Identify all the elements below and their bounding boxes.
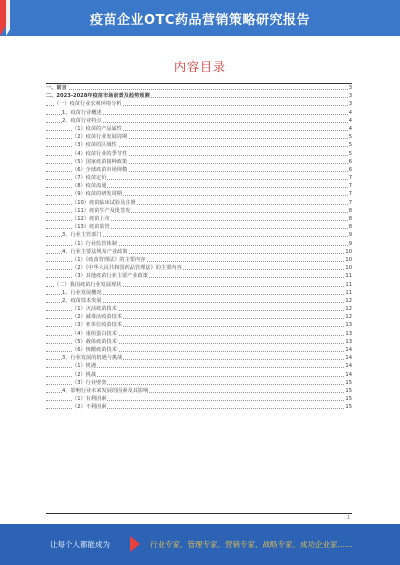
toc-entry-label: （6）核酸疫苗技术 <box>72 347 117 353</box>
toc-entry-label: （2）《中华人民共和国药品管理法》的主要内容 <box>72 265 182 272</box>
toc-entry-page: 7 <box>348 183 352 190</box>
toc-entry[interactable] <box>46 141 352 149</box>
toc-entry-page: 12 <box>345 306 352 313</box>
report-footer <box>0 524 400 565</box>
toc-entry[interactable] <box>46 346 352 354</box>
table-of-contents <box>46 84 352 412</box>
toc-entry-page: 7 <box>348 199 352 206</box>
toc-entry-page: 3 <box>348 93 352 100</box>
toc-entry[interactable] <box>46 150 352 158</box>
toc-entry[interactable] <box>46 207 352 215</box>
toc-entry-label: （2）不利因素 <box>72 404 107 411</box>
toc-entry[interactable] <box>46 182 352 190</box>
toc-entry-label: 3、行业主管部门 <box>62 232 102 239</box>
toc-entry-label: （1）有利因素 <box>72 396 107 403</box>
toc-entry-label: 4、行业主要法规及产业政策 <box>62 248 128 255</box>
toc-entry-label: （2）疫苗行业发展周期 <box>72 134 128 141</box>
toc-entry-page: 10 <box>345 248 352 255</box>
toc-entry[interactable] <box>46 362 352 370</box>
toc-entry-label: 一、前言 <box>46 85 67 91</box>
toc-entry[interactable] <box>46 395 352 403</box>
toc-entry-page: 10 <box>345 256 352 263</box>
toc-entry-page: 4 <box>348 109 352 116</box>
toc-entry-page: 14 <box>345 371 352 378</box>
toc-entry-page: 14 <box>345 363 352 370</box>
toc-entry-page: 14 <box>345 347 352 353</box>
toc-entry[interactable] <box>46 264 352 272</box>
toc-entry-label: （1）行业监管体制 <box>72 240 117 247</box>
toc-entry-label: （13）疫苗监管 <box>72 224 110 231</box>
toc-entry[interactable] <box>46 133 352 141</box>
toc-entry-page: 6 <box>348 158 352 165</box>
toc-entry-label: （1）机遇 <box>72 363 97 370</box>
toc-entry[interactable] <box>46 166 352 174</box>
toc-entry-label: （9）疫苗的研发周期 <box>72 191 122 198</box>
toc-entry[interactable] <box>46 272 352 280</box>
toc-entry-page: 13 <box>345 322 352 329</box>
toc-entry-page: 8 <box>348 207 352 214</box>
toc-entry[interactable] <box>46 313 352 321</box>
toc-entry-label: 1、行业发展概况 <box>62 289 102 296</box>
toc-entry-page: 4 <box>348 125 352 132</box>
toc-entry[interactable] <box>46 281 352 289</box>
toc-entry-page: 3 <box>348 101 352 108</box>
toc-entry-page: 7 <box>348 175 352 182</box>
toc-entry-page: 11 <box>345 281 352 288</box>
toc-entry-label: （1）疫苗的产品属性 <box>72 125 122 132</box>
toc-entry-label: （11）疫苗生产及批签发 <box>72 207 131 214</box>
toc-entry[interactable] <box>46 379 352 387</box>
toc-entry[interactable] <box>46 289 352 297</box>
toc-entry-label: （4）重组蛋白技术 <box>72 330 117 337</box>
toc-entry-page: 15 <box>345 396 352 403</box>
toc-entry-page: 13 <box>345 338 352 345</box>
toc-entry-page: 5 <box>348 142 352 149</box>
toc-entry[interactable] <box>46 84 352 92</box>
toc-entry-page: 15 <box>345 379 352 386</box>
toc-entry[interactable] <box>46 354 352 362</box>
toc-entry-label: （8）疫苗流通 <box>72 183 107 190</box>
toc-entry-page: 9 <box>348 240 352 247</box>
toc-entry[interactable] <box>46 387 352 395</box>
toc-entry[interactable] <box>46 338 352 346</box>
toc-entry[interactable] <box>46 158 352 166</box>
footer-slogan-right: 行业专家、管理专家、营销专家、战略专家、成功企业家…… <box>150 540 353 549</box>
toc-entry[interactable] <box>46 403 352 411</box>
toc-entry[interactable] <box>46 231 352 239</box>
toc-entry-label: （3）其他疫苗行业主要产业政策 <box>72 273 148 280</box>
toc-entry-page: 8 <box>348 224 352 231</box>
toc-entry-label: 2、疫苗技术发展 <box>62 297 102 304</box>
toc-entry-label: 1、疫苗行业概述 <box>62 109 102 116</box>
page-number: 1 <box>346 515 350 521</box>
toc-entry-page: 5 <box>348 134 352 141</box>
toc-entry-label: （一）疫苗行业宏观环境分析 <box>54 101 122 108</box>
toc-entry-label: （3）疫苗的区域性 <box>72 142 117 149</box>
toc-entry-page: 12 <box>345 297 352 304</box>
toc-entry[interactable] <box>46 92 352 100</box>
toc-entry-label: 3、行业发展的机遇与挑战 <box>62 355 123 362</box>
toc-entry[interactable] <box>46 248 352 256</box>
toc-entry[interactable] <box>46 109 352 117</box>
toc-entry[interactable] <box>46 256 352 264</box>
toc-entry[interactable] <box>46 199 352 207</box>
toc-entry-page: 11 <box>345 289 352 296</box>
toc-entry-label: （7）疫苗定价 <box>72 175 107 182</box>
toc-entry-label: 4、影响行业未来发展的因素及其影响 <box>62 387 149 394</box>
toc-entry-page: 10 <box>345 265 352 272</box>
toc-bottom-rule <box>46 513 352 514</box>
toc-title: 内容目录 <box>173 60 226 74</box>
toc-entry-label: （二）我国疫苗行业发展现状 <box>54 281 122 288</box>
toc-entry[interactable] <box>46 305 352 313</box>
toc-entry-label: （2）挑战 <box>72 371 97 378</box>
toc-entry-label: （5）国家疫苗接种政策 <box>72 158 128 165</box>
toc-entry-page: 6 <box>348 166 352 173</box>
toc-entry-page: 12 <box>345 314 352 321</box>
arrow-right-icon <box>130 536 140 552</box>
toc-entry-label: （4）疫苗行业的季节性 <box>72 150 128 157</box>
toc-entry-label: 二、2023-2028年疫苗市场前景及趋势预测 <box>46 93 150 100</box>
toc-entry-label: （1）灭活疫苗技术 <box>72 306 117 313</box>
toc-entry-page: 15 <box>345 404 352 411</box>
toc-entry[interactable] <box>46 100 352 108</box>
toc-entry-label: （2）减毒活疫苗技术 <box>72 314 122 321</box>
footer-slogan-left: 让每个人都能成为 <box>50 540 110 549</box>
toc-entry[interactable] <box>46 190 352 198</box>
toc-leader-dots <box>46 89 348 90</box>
toc-entry-label: （5）载体疫苗技术 <box>72 338 117 345</box>
toc-entry-page: 14 <box>345 355 352 362</box>
report-header <box>0 0 400 36</box>
toc-entry[interactable] <box>46 371 352 379</box>
toc-entry-page: 7 <box>348 191 352 198</box>
toc-entry-page: 13 <box>345 330 352 337</box>
toc-entry-page: 5 <box>348 150 352 157</box>
toc-entry[interactable] <box>46 174 352 182</box>
toc-entry-label: （3）行业壁垒 <box>72 379 107 386</box>
toc-entry-page: 3 <box>348 85 352 91</box>
toc-entry[interactable] <box>46 330 352 338</box>
toc-entry-label: 2、疫苗行业特点 <box>62 117 102 124</box>
toc-entry-page: 4 <box>348 117 352 124</box>
toc-entry-label: （3）亚单位疫苗技术 <box>72 322 122 329</box>
toc-entry-page: 9 <box>348 232 352 239</box>
toc-entry-page: 11 <box>345 273 352 280</box>
toc-entry[interactable] <box>46 297 352 305</box>
toc-entry-label: （6）全球疫苗市场规模 <box>72 166 128 173</box>
report-title: 疫苗企业OTC药品营销策略研究报告 <box>90 13 310 28</box>
toc-entry-label: （1）《疫苗管理法》的主要内容 <box>72 256 146 263</box>
toc-entry-label: （10）疫苗临床试验及注册 <box>72 199 136 206</box>
toc-entry[interactable] <box>46 125 352 133</box>
toc-entry[interactable] <box>46 240 352 248</box>
toc-entry[interactable] <box>46 215 352 223</box>
toc-entry[interactable] <box>46 223 352 231</box>
toc-entry[interactable] <box>46 117 352 125</box>
toc-entry-page: 8 <box>348 216 352 222</box>
toc-entry-page: 15 <box>345 387 352 394</box>
toc-entry[interactable] <box>46 321 352 329</box>
toc-entry-label: （12）疫苗上市 <box>72 216 110 222</box>
